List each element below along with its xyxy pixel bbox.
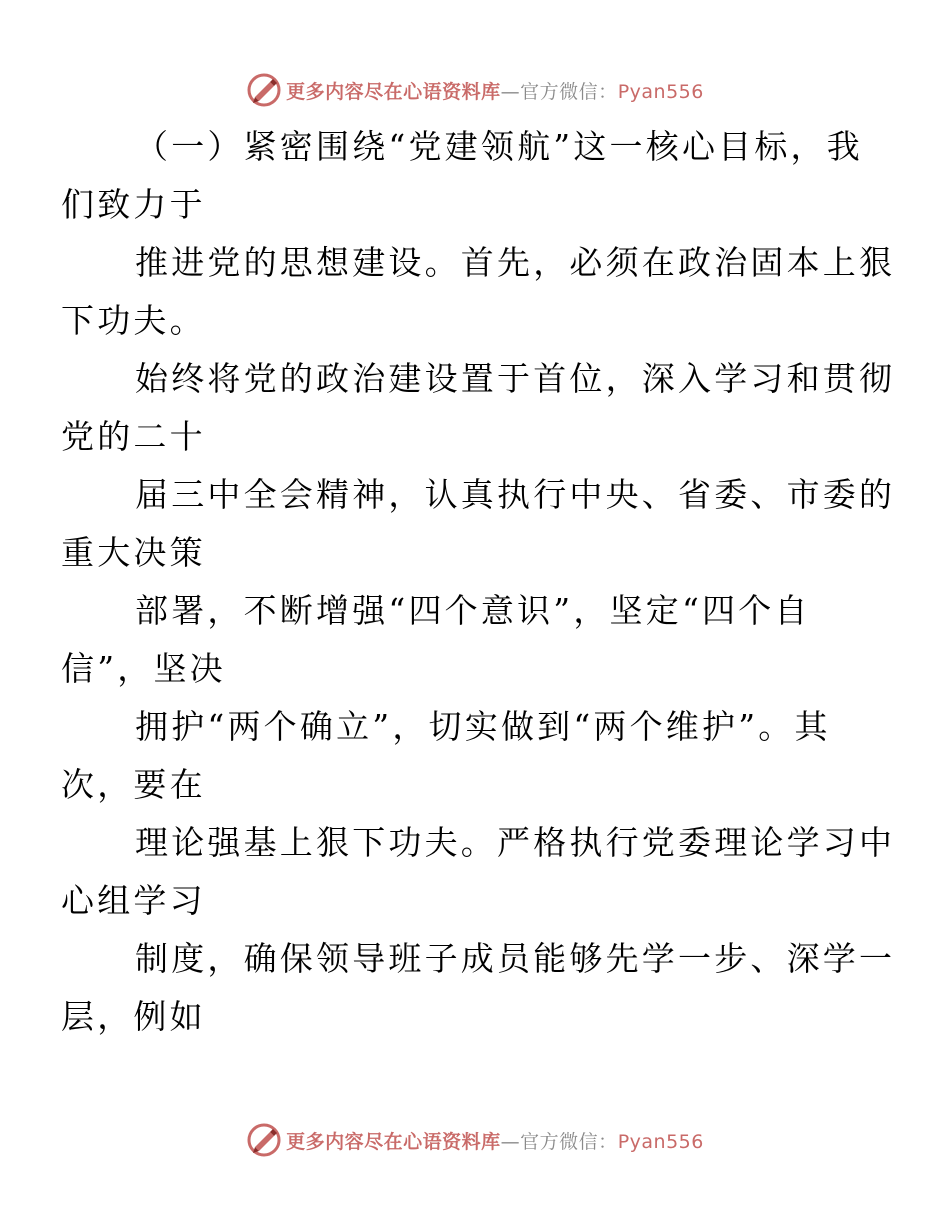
paragraph-wrap-line: 重大决策 bbox=[61, 533, 206, 572]
paragraph-wrap-line: 层，例如 bbox=[61, 997, 206, 1036]
watermark-secondary: 官方微信： bbox=[520, 1130, 618, 1153]
watermark-handle: Pyan556 bbox=[617, 80, 704, 103]
watermark-primary: 更多内容尽在心语资料库 bbox=[286, 80, 501, 103]
watermark-text bbox=[286, 1127, 704, 1154]
watermark-handle: Pyan556 bbox=[617, 1130, 704, 1153]
paragraph-wrap-line: 信”，坚决 bbox=[61, 649, 226, 688]
paragraph-wrap-line: 次，要在 bbox=[61, 765, 206, 804]
paragraph-3 bbox=[61, 350, 896, 466]
paragraph-line: 制度，确保领导班子成员能够先学一步、深学一 bbox=[135, 939, 896, 978]
paragraph-2 bbox=[61, 234, 896, 350]
footer-watermark bbox=[0, 1118, 950, 1162]
paragraph-8 bbox=[61, 930, 896, 1046]
watermark-secondary: 官方微信： bbox=[520, 80, 618, 103]
pen-logo-icon bbox=[246, 72, 282, 108]
pen-logo-icon bbox=[246, 1122, 282, 1158]
watermark-text bbox=[286, 77, 704, 104]
paragraph-line: 拥护“两个确立”，切实做到“两个维护”。其 bbox=[135, 707, 831, 746]
paragraph-7 bbox=[61, 814, 896, 930]
paragraph-wrap-line: 心组学习 bbox=[61, 881, 206, 920]
paragraph-5 bbox=[61, 582, 858, 698]
paragraph-line: 届三中全会精神，认真执行中央、省委、市委的 bbox=[135, 475, 896, 514]
paragraph-1 bbox=[61, 118, 863, 234]
watermark-dash: — bbox=[500, 80, 521, 103]
paragraph-wrap-line: 党的二十 bbox=[61, 417, 206, 456]
paragraph-6 bbox=[61, 698, 858, 814]
document-body bbox=[61, 118, 896, 1046]
paragraph-line: 推进党的思想建设。首先，必须在政治固本上狠 bbox=[135, 243, 896, 282]
paragraph-wrap-line: 下功夫。 bbox=[61, 301, 206, 340]
watermark-primary: 更多内容尽在心语资料库 bbox=[286, 1130, 501, 1153]
paragraph-line: 理论强基上狠下功夫。严格执行党委理论学习中 bbox=[135, 823, 896, 862]
paragraph-line: （一）紧密围绕“党建领航”这一核心目标，我 bbox=[135, 127, 863, 166]
paragraph-wrap-line: 们致力于 bbox=[61, 185, 206, 224]
header-watermark bbox=[0, 68, 950, 112]
watermark-dash: — bbox=[500, 1130, 521, 1153]
paragraph-line: 部署，不断增强“四个意识”，坚定“四个自 bbox=[135, 591, 811, 630]
paragraph-line: 始终将党的政治建设置于首位，深入学习和贯彻 bbox=[135, 359, 896, 398]
paragraph-4 bbox=[61, 466, 896, 582]
